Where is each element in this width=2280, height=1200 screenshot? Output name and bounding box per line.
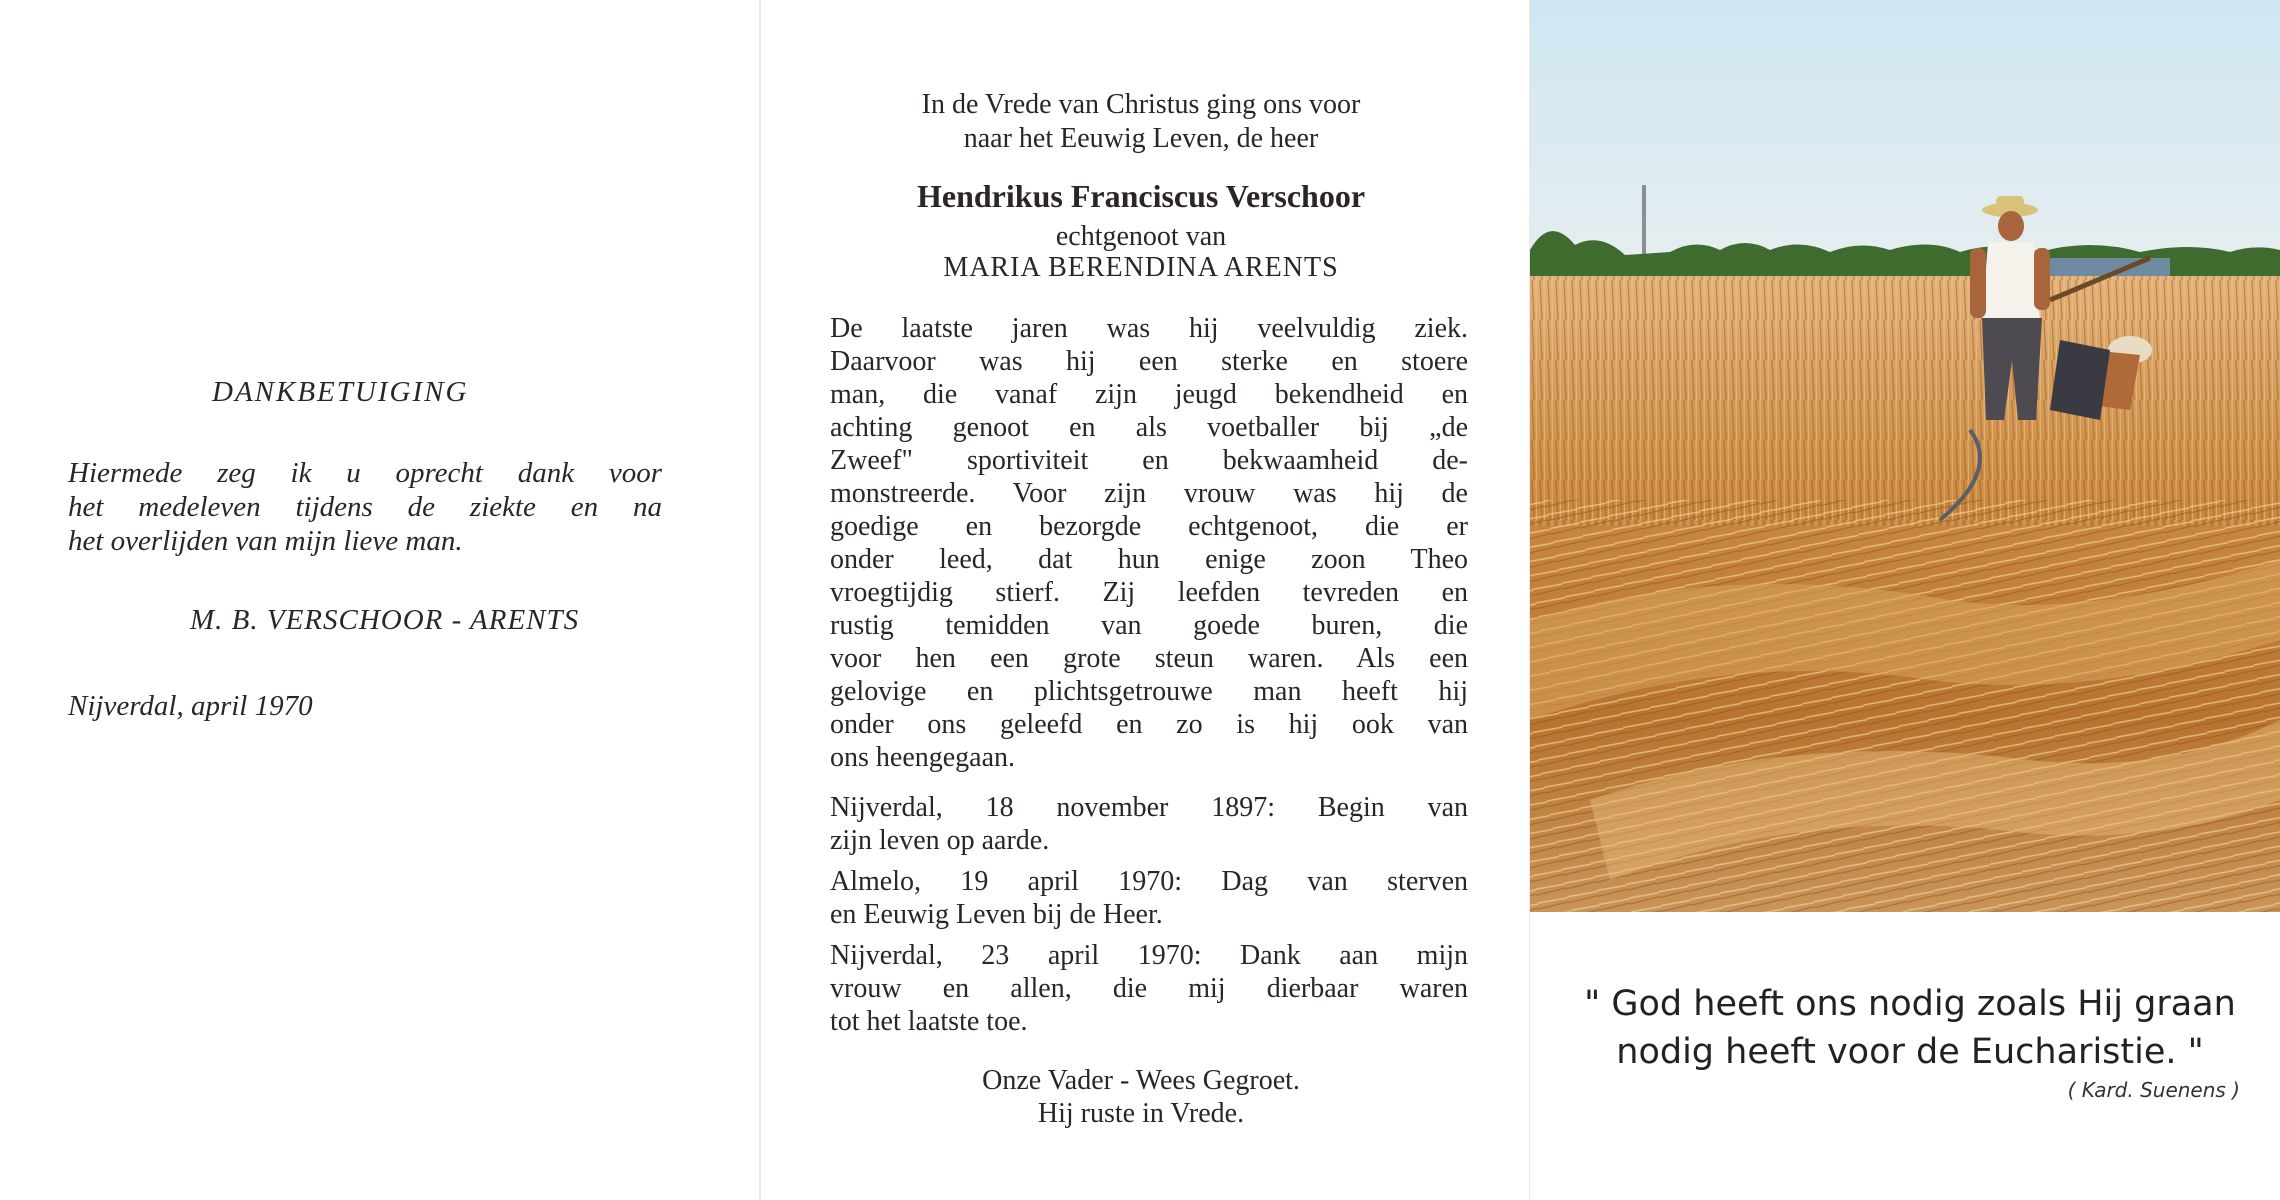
- bio-line: vroegtijdig stierf. Zij leefden tevreden en: [830, 577, 1468, 608]
- bio-line: achting genoot en als voetballer bij „de: [830, 412, 1468, 443]
- signature: M. B. VERSCHOOR - ARENTS: [190, 604, 580, 636]
- date-line: Almelo, 19 april 1970: Dag van sterven: [830, 866, 1468, 897]
- bio-line: Zweef" sportiviteit en bekwaamheid de-: [830, 445, 1468, 476]
- biography: [830, 312, 1468, 774]
- bio-line: onder leed, dat hun enige zoon Theo: [830, 544, 1468, 575]
- date-line: vrouw en allen, die mij dierbaar waren: [830, 973, 1468, 1004]
- bio-line: rustig temidden van goede buren, die: [830, 610, 1468, 641]
- quote-source: ( Kard. Suenens ): [2067, 1078, 2240, 1102]
- thanks-panel: [0, 0, 760, 1200]
- date-line: tot het laatste toe.: [830, 1006, 1028, 1037]
- wheat-harvest-photo: [1530, 0, 2280, 912]
- bio-line: De laatste jaren was hij veelvuldig ziek.: [830, 313, 1468, 344]
- bio-line: Daarvoor was hij een sterke en stoere: [830, 346, 1468, 377]
- life-dates: [830, 791, 1468, 1046]
- closing-line: Onze Vader - Wees Gegroet.: [982, 1065, 1300, 1096]
- intro-line: naar het Eeuwig Leven, de heer: [963, 123, 1319, 154]
- closing-line: Hij ruste in Vrede.: [1037, 1098, 1245, 1129]
- thanks-line: het medeleven tijdens de ziekte en na: [68, 491, 662, 523]
- quote-line: " God heeft ons nodig zoals Hij graan: [1584, 984, 2236, 1024]
- spouse-label: echtgenoot van: [1055, 221, 1227, 252]
- quote-line: nodig heeft voor de Eucharistie. ": [1616, 1032, 2204, 1072]
- thanks-message: [68, 456, 662, 558]
- date-line: Nijverdal, 23 april 1970: Dank aan mijn: [830, 940, 1468, 971]
- date-line: Nijverdal, 18 november 1897: Begin van: [830, 792, 1468, 823]
- intro-text: [760, 88, 1522, 156]
- bio-line: ons heengegaan.: [830, 742, 1016, 773]
- thanks-heading: DANKBETUIGING: [212, 376, 469, 408]
- obituary-panel: [760, 0, 1530, 1200]
- image-panel: [1530, 0, 2280, 1200]
- bio-line: voor hen een grote steun waren. Als een: [830, 643, 1468, 674]
- date-entry-thanks: [830, 939, 1468, 1038]
- quote: [1570, 980, 2250, 1076]
- deceased-name: Hendrikus Franciscus Verschoor: [916, 178, 1366, 214]
- date-entry-birth: [830, 791, 1468, 857]
- bio-line: gelovige en plichtsgetrouwe man heeft hij: [830, 676, 1468, 707]
- closing-prayer: [760, 1064, 1522, 1130]
- date-line: zijn leven op aarde.: [830, 825, 1050, 856]
- bio-line: monstreerde. Voor zijn vrouw was hij de: [830, 478, 1468, 509]
- place-date: Nijverdal, april 1970: [68, 690, 313, 722]
- date-line: en Eeuwig Leven bij de Heer.: [830, 899, 1163, 930]
- bio-line: onder ons geleefd en zo is hij ook van: [830, 709, 1468, 740]
- bio-line: man, die vanaf zijn jeugd bekendheid en: [830, 379, 1468, 410]
- intro-line: In de Vrede van Christus ging ons voor: [921, 89, 1361, 120]
- thanks-line: het overlijden van mijn lieve man.: [68, 525, 463, 557]
- spouse-name: MARIA BERENDINA ARENTS: [943, 252, 1339, 283]
- thanks-line: Hiermede zeg ik u oprecht dank voor: [68, 457, 662, 489]
- bio-line: goedige en bezorgde echtgenoot, die er: [830, 511, 1468, 542]
- date-entry-death: [830, 865, 1468, 931]
